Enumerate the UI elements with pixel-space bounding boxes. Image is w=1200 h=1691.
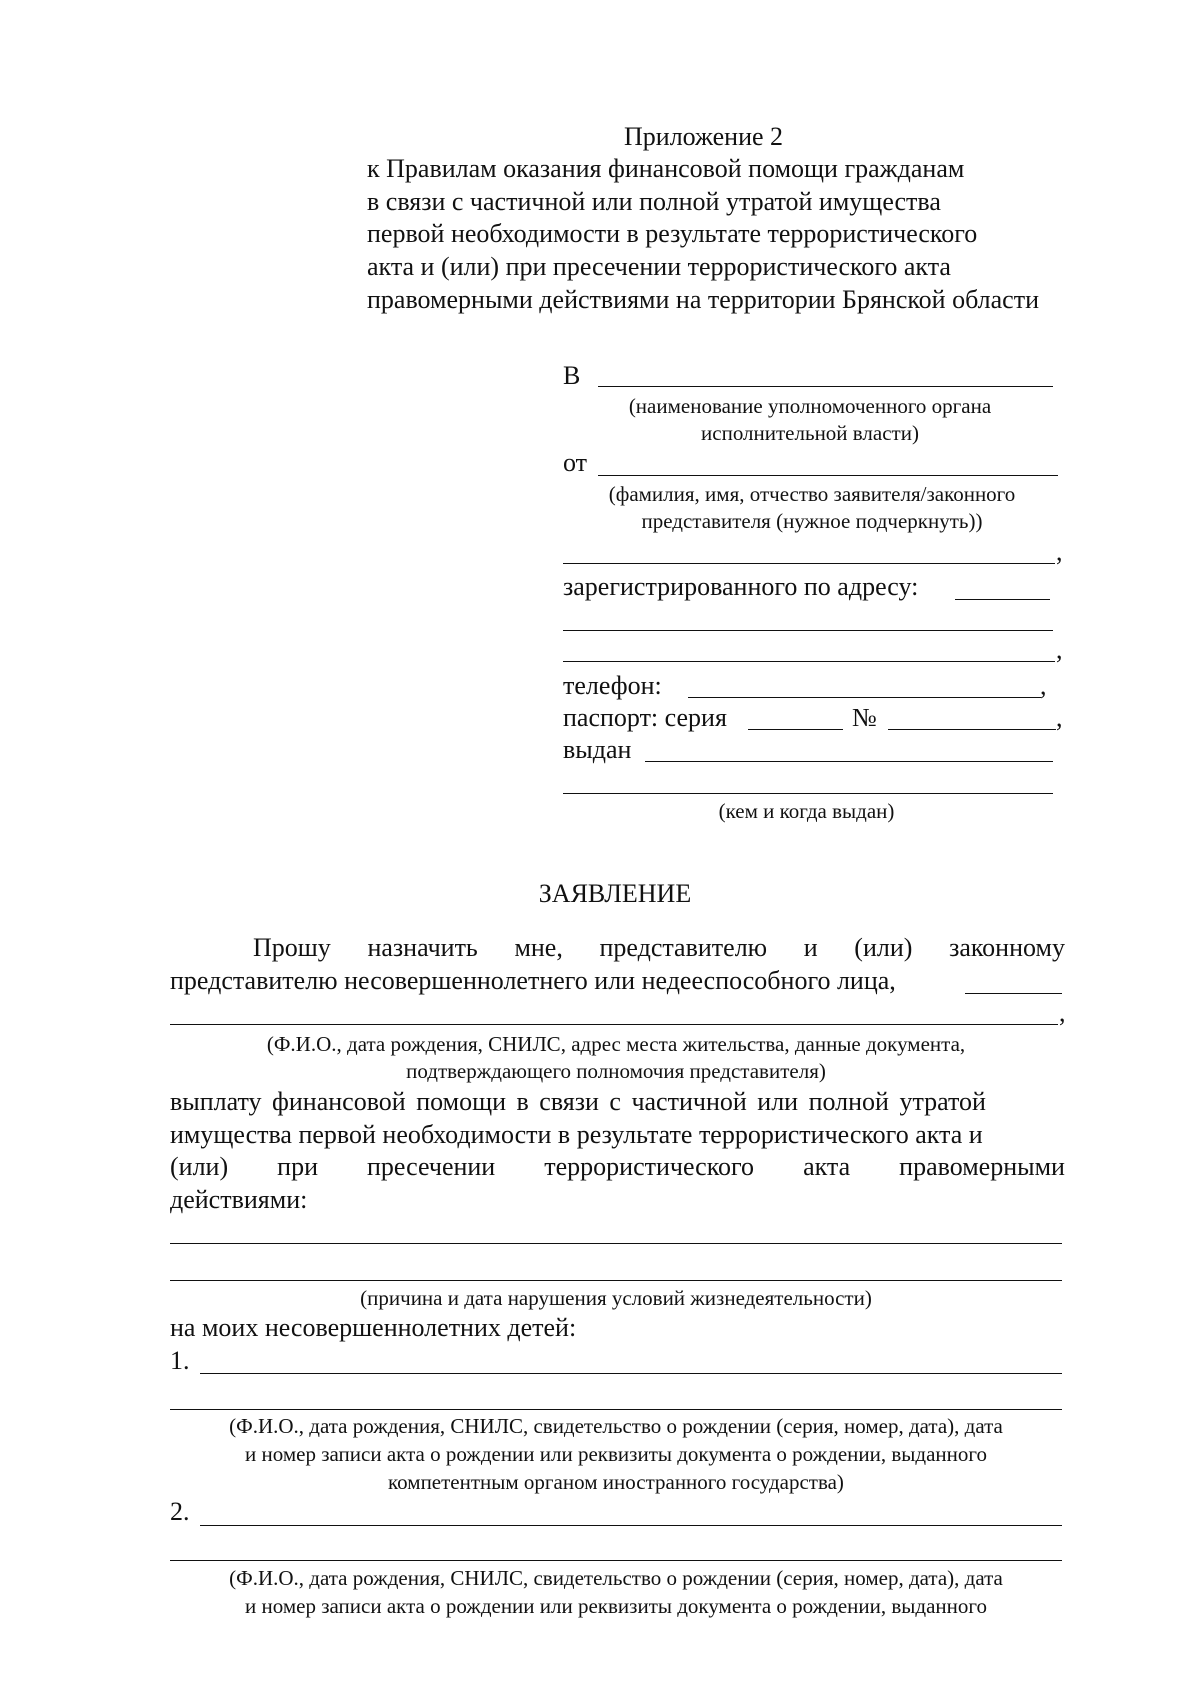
reason-caption: (причина и дата нарушения условий жизнедеятельности): [360, 1286, 872, 1310]
child-1-number: 1.: [170, 1346, 190, 1375]
word: Прошу: [253, 933, 331, 962]
appendix-line-1: к Правилам оказания финансовой помощи гражданам: [367, 154, 965, 183]
child-1-field-line-2[interactable]: [170, 1409, 1062, 1410]
word: представителю: [599, 933, 768, 962]
issued-caption: (кем и когда выдан): [718, 799, 895, 823]
issued-label: выдан: [563, 735, 632, 764]
address-field-line-1[interactable]: [955, 599, 1050, 600]
passport-label: паспорт: серия: [563, 703, 727, 732]
phone-label: телефон:: [563, 671, 662, 700]
paragraph-2-line-2: имущества первой необходимости в результате террористического акта и: [170, 1120, 983, 1149]
child-2-caption-1: (Ф.И.О., дата рождения, СНИЛС, свидетельство о рождении (серия, номер, дата), дата: [229, 1566, 1003, 1590]
word: террористического: [544, 1152, 755, 1181]
appendix-title: Приложение 2: [624, 122, 784, 151]
comma: ,: [1040, 671, 1047, 700]
word: акта: [803, 1152, 851, 1181]
child-1-caption-1: (Ф.И.О., дата рождения, СНИЛС, свидетельство о рождении (серия, номер, дата), дата: [229, 1414, 1003, 1438]
from-field-line-2[interactable]: [563, 563, 1055, 564]
child-1-caption-3: компетентным органом иностранного государства): [388, 1470, 844, 1494]
comma: ,: [1056, 703, 1063, 732]
statement-title: ЗАЯВЛЕНИЕ: [538, 879, 692, 908]
paragraph-2-line-1: выплату финансовой помощи в связи с частичной или полной утратой: [170, 1087, 986, 1116]
appendix-line-4: акта и (или) при пресечении террористического акта: [367, 252, 951, 281]
passport-number-line[interactable]: [888, 729, 1056, 730]
comma: ,: [1056, 635, 1063, 664]
number-sign: №: [852, 703, 877, 732]
child-2-field-line-2[interactable]: [170, 1560, 1062, 1561]
appendix-line-3: первой необходимости в результате террористического: [367, 219, 978, 248]
word: и: [803, 933, 818, 962]
comma: ,: [1056, 537, 1063, 566]
word: при: [277, 1152, 318, 1181]
child-1-field-line-1[interactable]: [200, 1373, 1062, 1374]
reason-field-line-2[interactable]: [170, 1280, 1062, 1281]
comma: ,: [1059, 998, 1066, 1027]
to-caption-2: исполнительной власти): [701, 421, 919, 445]
issued-field-line-2[interactable]: [563, 793, 1053, 794]
word: (или): [170, 1152, 229, 1181]
word: пресечении: [367, 1152, 496, 1181]
from-caption-1: (фамилия, имя, отчество заявителя/законного: [608, 482, 1016, 506]
word: законному: [949, 933, 1065, 962]
paragraph-1-line-1: [253, 932, 1065, 964]
person-field-line-1[interactable]: [965, 993, 1062, 994]
appendix-line-5: правомерными действиями на территории Брянской области: [367, 285, 1040, 314]
child-2-caption-2: и номер записи акта о рождении или реквизиты документа о рождении, выданного: [245, 1594, 987, 1618]
to-field-line[interactable]: [598, 386, 1053, 387]
issued-field-line-1[interactable]: [645, 761, 1053, 762]
children-label: на моих несовершеннолетних детей:: [170, 1313, 577, 1342]
child-2-number: 2.: [170, 1497, 190, 1526]
from-label: от: [563, 448, 588, 477]
word: мне,: [514, 933, 563, 962]
appendix-line-2: в связи с частичной или полной утратой имущества: [367, 187, 941, 216]
child-1-caption-2: и номер записи акта о рождении или реквизиты документа о рождении, выданного: [245, 1442, 987, 1466]
word: (или): [854, 933, 913, 962]
person-caption-2: подтверждающего полномочия представителя): [406, 1059, 826, 1083]
from-field-line[interactable]: [598, 475, 1058, 476]
paragraph-2-line-4: действиями:: [170, 1185, 308, 1214]
to-caption-1: (наименование уполномоченного органа: [628, 394, 992, 418]
passport-series-line[interactable]: [748, 729, 843, 730]
address-field-line-3[interactable]: [563, 661, 1055, 662]
word: назначить: [367, 933, 478, 962]
person-field-line-2[interactable]: [170, 1024, 1058, 1025]
address-field-line-2[interactable]: [563, 630, 1053, 631]
word: правомерными: [899, 1152, 1065, 1181]
reason-field-line-1[interactable]: [170, 1243, 1062, 1244]
to-label: В: [563, 361, 581, 390]
phone-field-line[interactable]: [688, 697, 1041, 698]
paragraph-1-line-2: представителю несовершеннолетнего или недееспособного лица,: [170, 966, 896, 995]
from-caption-2: представителя (нужное подчеркнуть)): [641, 509, 983, 533]
person-caption-1: (Ф.И.О., дата рождения, СНИЛС, адрес места жительства, данные документа,: [266, 1032, 966, 1056]
registered-label: зарегистрированного по адресу:: [563, 572, 919, 601]
paragraph-2-line-3: [170, 1151, 1065, 1183]
child-2-field-line-1[interactable]: [200, 1525, 1062, 1526]
